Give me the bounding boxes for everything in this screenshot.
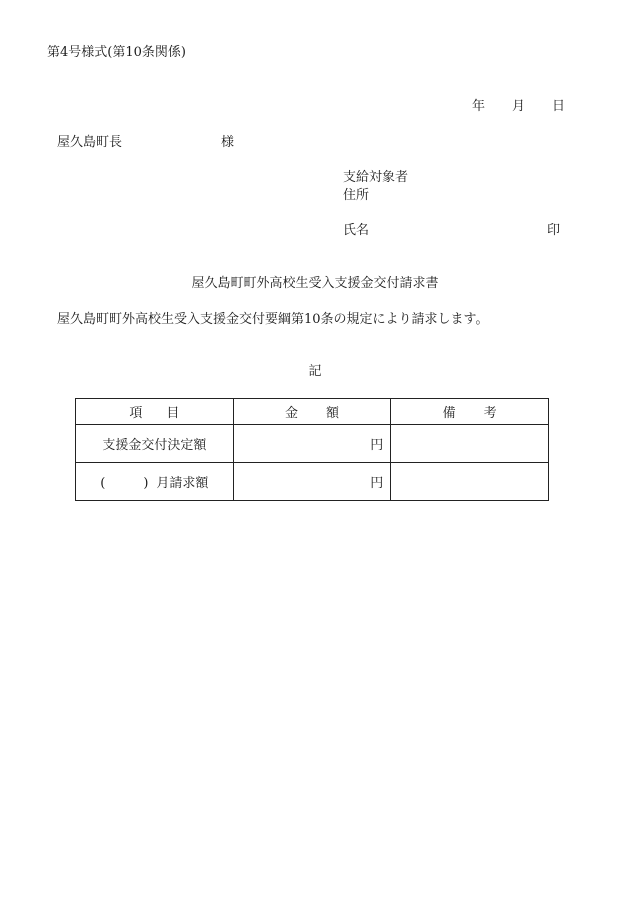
date-year-label: 年 xyxy=(472,99,486,114)
addressee-name: 屋久島町長 xyxy=(57,135,123,150)
table-row xyxy=(76,463,549,501)
row-decided-amount-value[interactable] xyxy=(233,425,391,463)
applicant-heading: 支給対象者 xyxy=(343,170,409,185)
header-amount xyxy=(233,399,391,425)
header-amount-char-2: 額 xyxy=(325,406,339,421)
currency-unit: 円 xyxy=(370,438,384,453)
row-decided-amount-note[interactable] xyxy=(391,425,549,463)
seal-mark: 印 xyxy=(547,223,561,238)
row-monthly-request-value[interactable] xyxy=(233,463,391,501)
row-monthly-request-label xyxy=(76,463,234,501)
applicant-name-label: 氏名 xyxy=(343,223,370,238)
document-title: 屋久島町町外高校生受入支援金交付請求書 xyxy=(191,276,439,291)
request-text: 屋久島町町外高校生受入支援金交付要綱第10条の規定により請求します。 xyxy=(57,312,489,327)
header-note-char-1: 備 xyxy=(442,406,456,421)
currency-unit: 円 xyxy=(370,476,384,491)
ki-heading: 記 xyxy=(308,364,322,379)
form-number: 第4号様式(第10条関係) xyxy=(47,45,186,60)
row-decided-amount-label: 支援金交付決定額 xyxy=(76,425,234,463)
amount-table xyxy=(75,398,549,501)
table-header-row xyxy=(76,399,549,425)
row-monthly-request-note[interactable] xyxy=(391,463,549,501)
table-row xyxy=(76,425,549,463)
header-item xyxy=(76,399,234,425)
month-paren-open: ( xyxy=(100,476,106,491)
addressee-honorific: 様 xyxy=(221,135,235,150)
header-note xyxy=(391,399,549,425)
header-item-char-2: 目 xyxy=(166,406,180,421)
header-item-char-1: 項 xyxy=(129,406,143,421)
date-month-label: 月 xyxy=(512,99,526,114)
header-note-char-2: 考 xyxy=(483,406,497,421)
date-line xyxy=(472,99,565,115)
month-paren-close: ) xyxy=(143,476,149,491)
header-amount-char-1: 金 xyxy=(284,406,298,421)
applicant-address-label: 住所 xyxy=(343,188,370,203)
date-day-label: 日 xyxy=(552,99,566,114)
month-request-label: 月請求額 xyxy=(156,476,209,491)
